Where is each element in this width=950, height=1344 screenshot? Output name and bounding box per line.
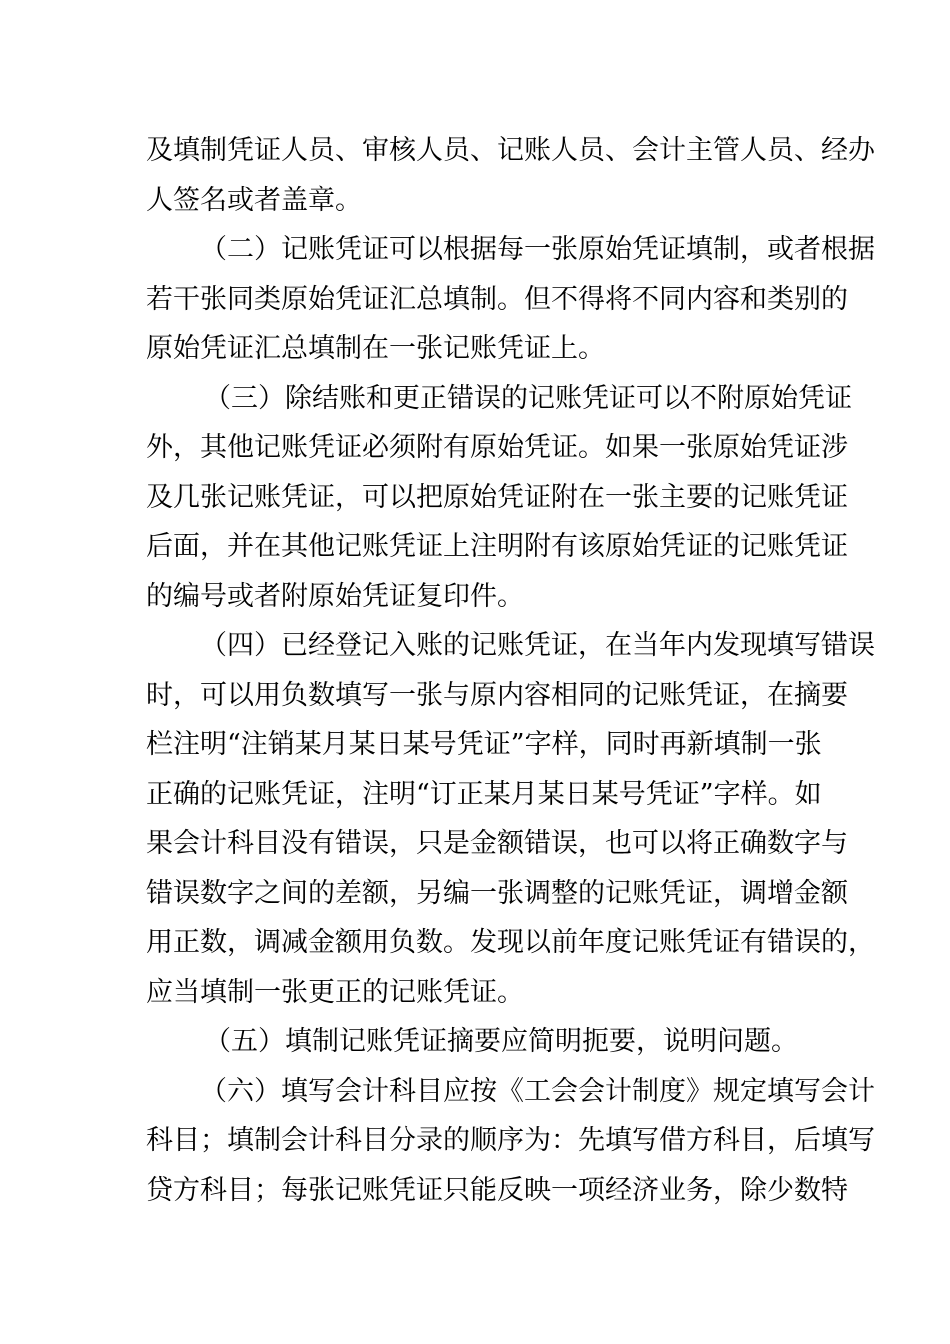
text-line: 用正数，调减金额用负数。发现以前年度记账凭证有错误的，	[146, 927, 875, 958]
text-line: 果会计科目没有错误，只是金额错误，也可以将正确数字与	[146, 828, 848, 859]
text-line: （二）记账凭证可以根据每一张原始凭证填制，或者根据	[200, 234, 875, 265]
text-line: 科目；填制会计科目分录的顺序为：先填写借方科目，后填写	[146, 1125, 875, 1156]
text-line: 错误数字之间的差额，另编一张调整的记账凭证，调增金额	[146, 877, 848, 909]
text-line: （四）已经登记入账的记账凭证，在当年内发现填写错误	[200, 630, 875, 661]
paragraph-6	[146, 1067, 875, 1216]
text-line: （三）除结账和更正错误的记账凭证可以不附原始凭证	[204, 382, 852, 414]
paragraph-3	[146, 374, 852, 622]
text-line: 若干张同类原始凭证汇总填制。但不得将不同内容和类别的	[146, 283, 848, 315]
text-line: 及填制凭证人员、审核人员、记账人员、会计主管人员、经办	[146, 135, 875, 166]
text-line: 栏注明“注销某月某日某号凭证”字样，同时再新填制一张	[146, 729, 822, 760]
text-line: 后面，并在其他记账凭证上注明附有该原始凭证的记账凭证	[146, 531, 848, 562]
text-line: 原始凭证汇总填制在一张记账凭证上。	[146, 333, 605, 364]
text-line: 外，其他记账凭证必须附有原始凭证。如果一张原始凭证涉	[146, 432, 848, 463]
text-line: 人签名或者盖章。	[146, 184, 362, 216]
text-line: （六）填写会计科目应按《工会会计制度》规定填写会计	[200, 1075, 875, 1107]
text-line: 应当填制一张更正的记账凭证。	[146, 976, 524, 1008]
text-line: 及几张记账凭证，可以把原始凭证附在一张主要的记账凭证	[146, 481, 848, 513]
text-line: （五）填制记账凭证摘要应简明扼要，说明问题。	[204, 1026, 798, 1057]
text-line: 的编号或者附原始凭证复印件。	[146, 580, 524, 612]
paragraph-2	[146, 225, 875, 374]
paragraph-1	[146, 126, 875, 225]
text-line: 贷方科目；每张记账凭证只能反映一项经济业务，除少数特	[146, 1174, 848, 1206]
text-line: 正确的记账凭证，注明“订正某月某日某号凭证”字样。如	[146, 778, 822, 810]
text-line: 时，可以用负数填写一张与原内容相同的记账凭证，在摘要	[146, 679, 848, 711]
paragraph-4	[146, 621, 875, 1017]
paragraph-5	[146, 1017, 806, 1067]
